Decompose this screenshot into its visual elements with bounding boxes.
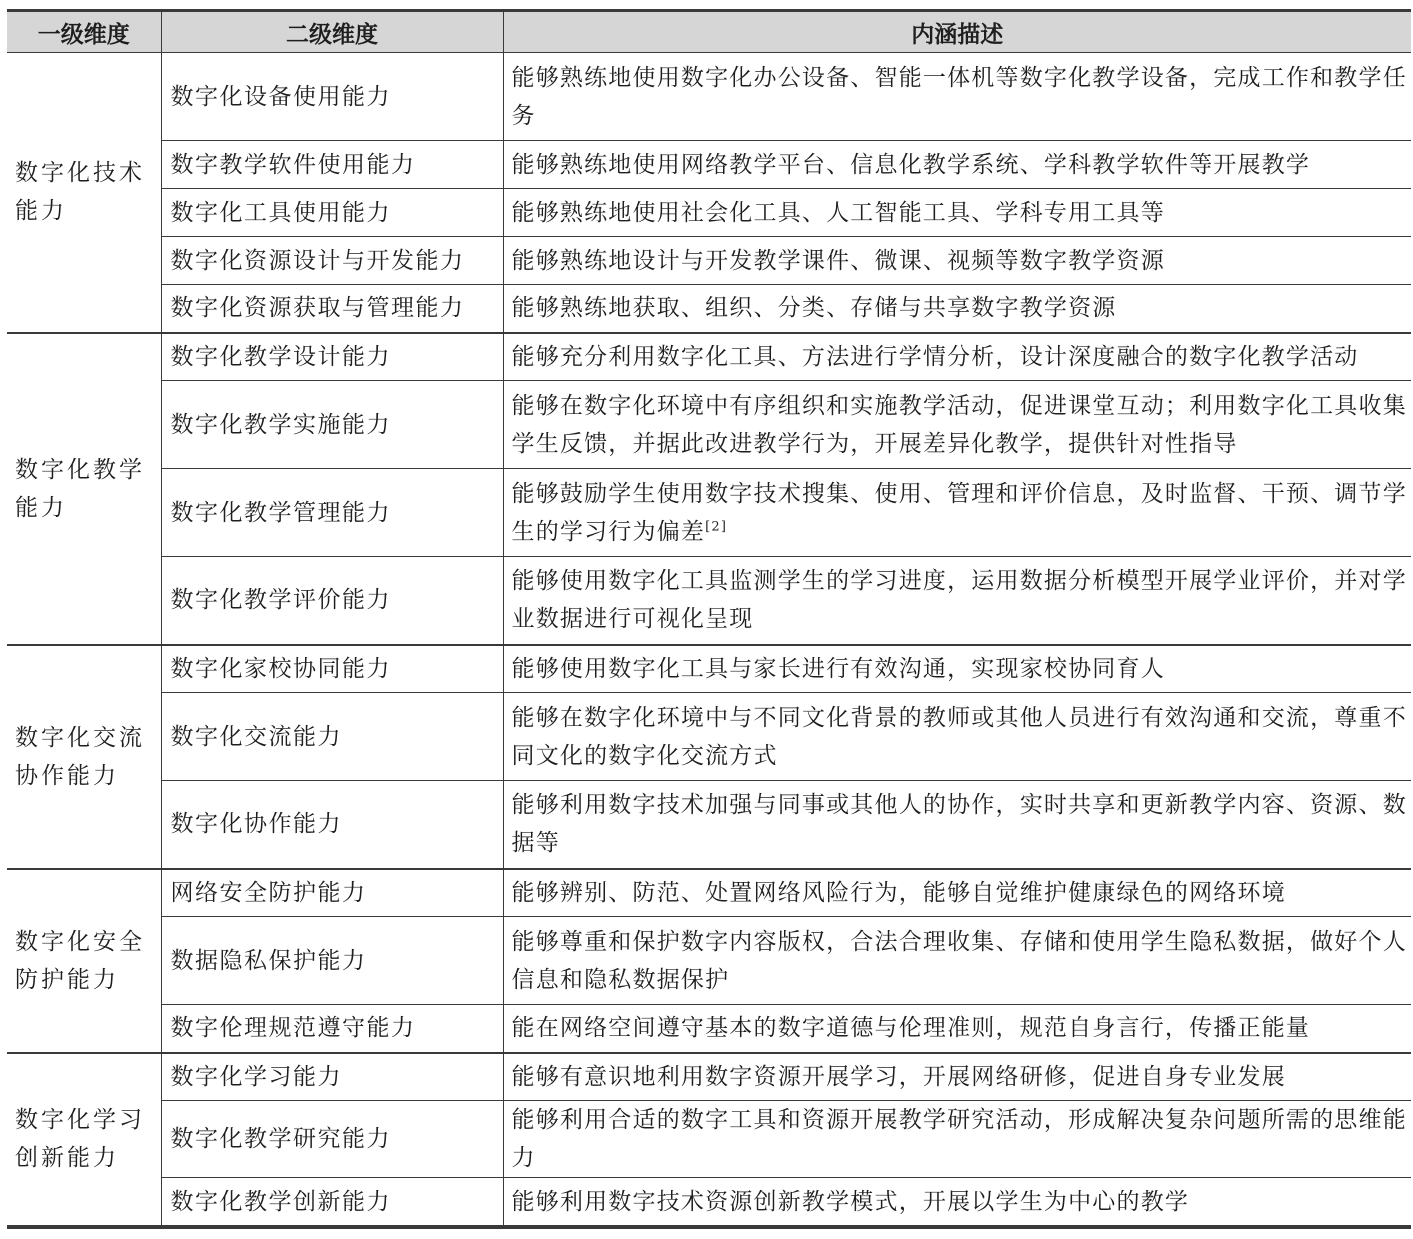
table-row (7, 469, 1411, 557)
level2-dimension-cell: 数字伦理规范遵守能力 (161, 1005, 503, 1053)
description-text: 能够充分利用数字化工具、方法进行学情分析，设计深度融合的数字化教学活动 (511, 343, 1359, 370)
description-text: 能够使用数字化工具与家长进行有效沟通，实现家校协同育人 (511, 655, 1165, 682)
level2-dimension-cell: 数字化教学设计能力 (161, 333, 503, 381)
description-text: 能在网络空间遵守基本的数字道德与伦理准则，规范自身言行，传播正能量 (511, 1015, 1311, 1042)
level1-dimension-cell: 数字化学习创新能力 (7, 1053, 161, 1226)
level2-dimension-cell: 数字化教学创新能力 (161, 1178, 503, 1226)
description-cell (503, 237, 1411, 285)
table-row (7, 333, 1411, 381)
header-level1: 一级维度 (7, 12, 161, 53)
description-text: 能够鼓励学生使用数字技术搜集、使用、管理和评价信息，及时监督、干预、调节学生的学习行为偏差 (511, 480, 1407, 545)
description-cell (503, 189, 1411, 237)
level2-dimension-cell: 数字化教学实施能力 (161, 381, 503, 469)
level2-dimension-cell: 网络安全防护能力 (161, 869, 503, 917)
level1-dimension-cell: 数字化安全防护能力 (7, 869, 161, 1053)
table-row (7, 781, 1411, 869)
description-text: 能够有意识地利用数字资源开展学习，开展网络研修，促进自身专业发展 (511, 1063, 1286, 1090)
level2-dimension-cell: 数字化教学研究能力 (161, 1101, 503, 1178)
table-row (7, 53, 1411, 141)
description-text: 能够辨别、防范、处置网络风险行为，能够自觉维护健康绿色的网络环境 (511, 879, 1286, 906)
level2-dimension-cell: 数字化教学管理能力 (161, 469, 503, 557)
table-body (7, 53, 1411, 1226)
competency-table (7, 12, 1411, 1226)
description-cell (503, 469, 1411, 557)
description-cell (503, 917, 1411, 1005)
description-cell (503, 869, 1411, 917)
description-text: 能够在数字化环境中有序组织和实施教学活动，促进课堂互动；利用数字化工具收集学生反馈，并据此改进教学行为，开展差异化教学，提供针对性指导 (511, 392, 1407, 457)
description-text: 能够尊重和保护数字内容版权，合法合理收集、存储和使用学生隐私数据，做好个人信息和隐私数据保护 (511, 928, 1407, 993)
table-row (7, 381, 1411, 469)
description-cell (503, 1053, 1411, 1101)
header-row (7, 12, 1411, 53)
description-cell (503, 1101, 1411, 1178)
description-cell (503, 285, 1411, 333)
description-cell (503, 381, 1411, 469)
table-row (7, 693, 1411, 781)
level2-dimension-cell: 数字化家校协同能力 (161, 645, 503, 693)
description-text: 能够利用数字技术资源创新教学模式，开展以学生为中心的教学 (511, 1188, 1190, 1215)
description-cell (503, 53, 1411, 141)
table-row (7, 237, 1411, 285)
level2-dimension-cell: 数字教学软件使用能力 (161, 141, 503, 189)
level2-dimension-cell: 数字化协作能力 (161, 781, 503, 869)
level2-dimension-cell: 数字化教学评价能力 (161, 557, 503, 645)
description-cell (503, 557, 1411, 645)
description-text: 能够在数字化环境中与不同文化背景的教师或其他人员进行有效沟通和交流，尊重不同文化的数字化交流方式 (511, 704, 1407, 769)
level2-dimension-cell: 数字化资源获取与管理能力 (161, 285, 503, 333)
description-cell (503, 693, 1411, 781)
description-text: 能够利用数字技术加强与同事或其他人的协作，实时共享和更新教学内容、资源、数据等 (511, 792, 1407, 857)
level1-dimension-cell: 数字化交流协作能力 (7, 645, 161, 869)
competency-table-container (7, 9, 1411, 1229)
table-row (7, 1005, 1411, 1053)
description-cell (503, 1005, 1411, 1053)
header-level2: 二级维度 (161, 12, 503, 53)
level2-dimension-cell: 数字化学习能力 (161, 1053, 503, 1101)
description-cell (503, 333, 1411, 381)
table-row (7, 141, 1411, 189)
description-cell (503, 645, 1411, 693)
description-text: 能够熟练地设计与开发教学课件、微课、视频等数字教学资源 (511, 247, 1165, 274)
level1-dimension-cell: 数字化技术能力 (7, 53, 161, 333)
description-text: 能够利用合适的数字工具和资源开展教学研究活动，形成解决复杂问题所需的思维能力 (511, 1107, 1407, 1171)
description-cell (503, 141, 1411, 189)
table-row (7, 557, 1411, 645)
table-row (7, 645, 1411, 693)
description-text: 能够使用数字化工具监测学生的学习进度，运用数据分析模型开展学业评价，并对学业数据进行可视化呈现 (511, 568, 1407, 633)
level2-dimension-cell: 数字化工具使用能力 (161, 189, 503, 237)
level1-dimension-cell: 数字化教学能力 (7, 333, 161, 645)
citation-superscript: [2] (705, 518, 728, 534)
level2-dimension-cell: 数字化资源设计与开发能力 (161, 237, 503, 285)
table-row (7, 869, 1411, 917)
description-cell (503, 781, 1411, 869)
table-row (7, 1178, 1411, 1226)
level2-dimension-cell: 数据隐私保护能力 (161, 917, 503, 1005)
description-text: 能够熟练地使用数字化办公设备、智能一体机等数字化教学设备，完成工作和教学任务 (511, 64, 1407, 129)
description-text: 能够熟练地使用社会化工具、人工智能工具、学科专用工具等 (511, 199, 1165, 226)
level2-dimension-cell: 数字化交流能力 (161, 693, 503, 781)
description-cell (503, 1178, 1411, 1226)
table-header (7, 12, 1411, 53)
header-description: 内涵描述 (503, 12, 1411, 53)
table-row (7, 285, 1411, 333)
table-row (7, 917, 1411, 1005)
description-text: 能够熟练地获取、组织、分类、存储与共享数字教学资源 (511, 295, 1117, 322)
table-row (7, 1101, 1411, 1178)
table-row (7, 1053, 1411, 1101)
description-text: 能够熟练地使用网络教学平台、信息化教学系统、学科教学软件等开展教学 (511, 151, 1311, 178)
level2-dimension-cell: 数字化设备使用能力 (161, 53, 503, 141)
table-row (7, 189, 1411, 237)
